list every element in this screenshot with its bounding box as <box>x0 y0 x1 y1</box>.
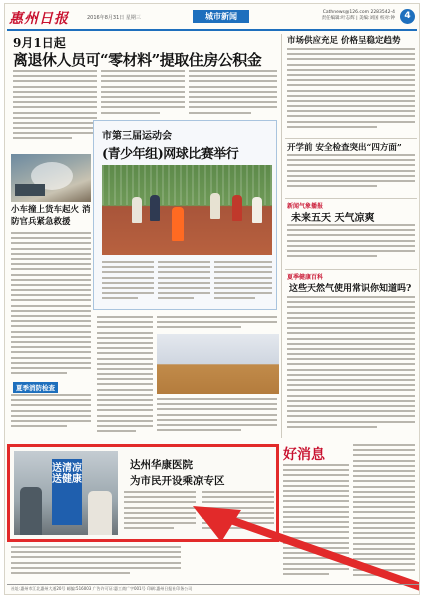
right-story-3-headline: 未来五天 天气凉爽 <box>291 213 375 224</box>
section-title: 城市新闻 <box>193 10 249 23</box>
newspaper-logo: 惠州日报 <box>9 11 69 27</box>
games-body-col-1 <box>102 261 154 307</box>
games-title-line-1: 市第三届运动会 <box>102 131 172 142</box>
issue-date: 2016年8月31日 星期三 <box>87 15 141 21</box>
truck-story-body <box>11 232 91 378</box>
hospital-title-1: 达州华康医院 <box>130 459 193 471</box>
fire-check-tag: 夏季消防检查 <box>13 382 58 393</box>
mid-body-col-3 <box>157 398 277 438</box>
hospital-sign: 送清凉送健康 <box>52 459 82 525</box>
health-tag: 夏季健康百科 <box>287 274 324 281</box>
tennis-match-photo <box>102 165 272 255</box>
mid-body-col-2 <box>157 316 277 332</box>
masthead <box>7 6 419 28</box>
right-story-1-body <box>287 48 415 136</box>
page-number-badge: 4 <box>400 9 415 24</box>
right-story-4-body <box>287 296 415 436</box>
newspaper-page <box>4 3 420 595</box>
column-divider <box>281 34 282 438</box>
games-body-col-3 <box>214 261 272 307</box>
right-divider-3 <box>285 269 417 270</box>
right-story-3-body <box>287 224 415 266</box>
games-body-col-2 <box>158 261 210 307</box>
header-contact <box>322 10 395 22</box>
right-divider-2 <box>285 198 417 199</box>
hospital-title-2: 为市民开设乘凉专区 <box>130 475 225 487</box>
right-story-4-headline: 这些天然气使用常识你知道吗? <box>289 284 412 294</box>
truck-fire-caption: 小车撞上货车起火 消防官兵紧急救援 <box>11 205 91 227</box>
lead-body-col-2 <box>101 70 185 118</box>
right-story-2-headline: 开学前 安全检查突出“四方面” <box>287 143 402 153</box>
good-news-heading: 好消息 <box>283 447 325 463</box>
games-feature-box <box>93 120 277 310</box>
lead-headline: 离退休人员可“零材料”提取住房公积金 <box>13 51 262 69</box>
hospital-photo <box>14 451 118 535</box>
right-story-2-body <box>287 154 415 196</box>
header-rule <box>7 29 417 31</box>
lead-body-col-1 <box>13 70 97 150</box>
contact-line-2: 责任编辑:叶志辉 | 美编:刘国 校对:钟 <box>321 16 395 21</box>
games-title-line-2: (青少年组)网球比赛举行 <box>102 147 239 162</box>
mid-body-col-1 <box>97 316 153 438</box>
truck-fire-photo <box>11 154 91 202</box>
volleyball-photo <box>157 334 279 394</box>
weather-tag: 新闻气象播报 <box>287 203 324 210</box>
fire-check-body <box>11 394 91 438</box>
lead-body-col-3 <box>189 70 277 118</box>
red-arrow-icon <box>185 504 420 595</box>
contact-line-1: Cathnews@126.com 2283542-4 <box>322 10 395 15</box>
right-divider-1 <box>285 138 417 139</box>
page-footer: 社址:惠州市江北惠州大道20号 邮编:516003 广告许可证:惠工商广字001号 印刷:惠州日报社印务公司 <box>7 584 419 592</box>
right-story-1-headline: 市场供应充足 价格呈稳定趋势 <box>287 36 401 46</box>
bottom-left-body <box>11 546 181 584</box>
lead-kicker: 9月1日起 <box>13 36 66 50</box>
